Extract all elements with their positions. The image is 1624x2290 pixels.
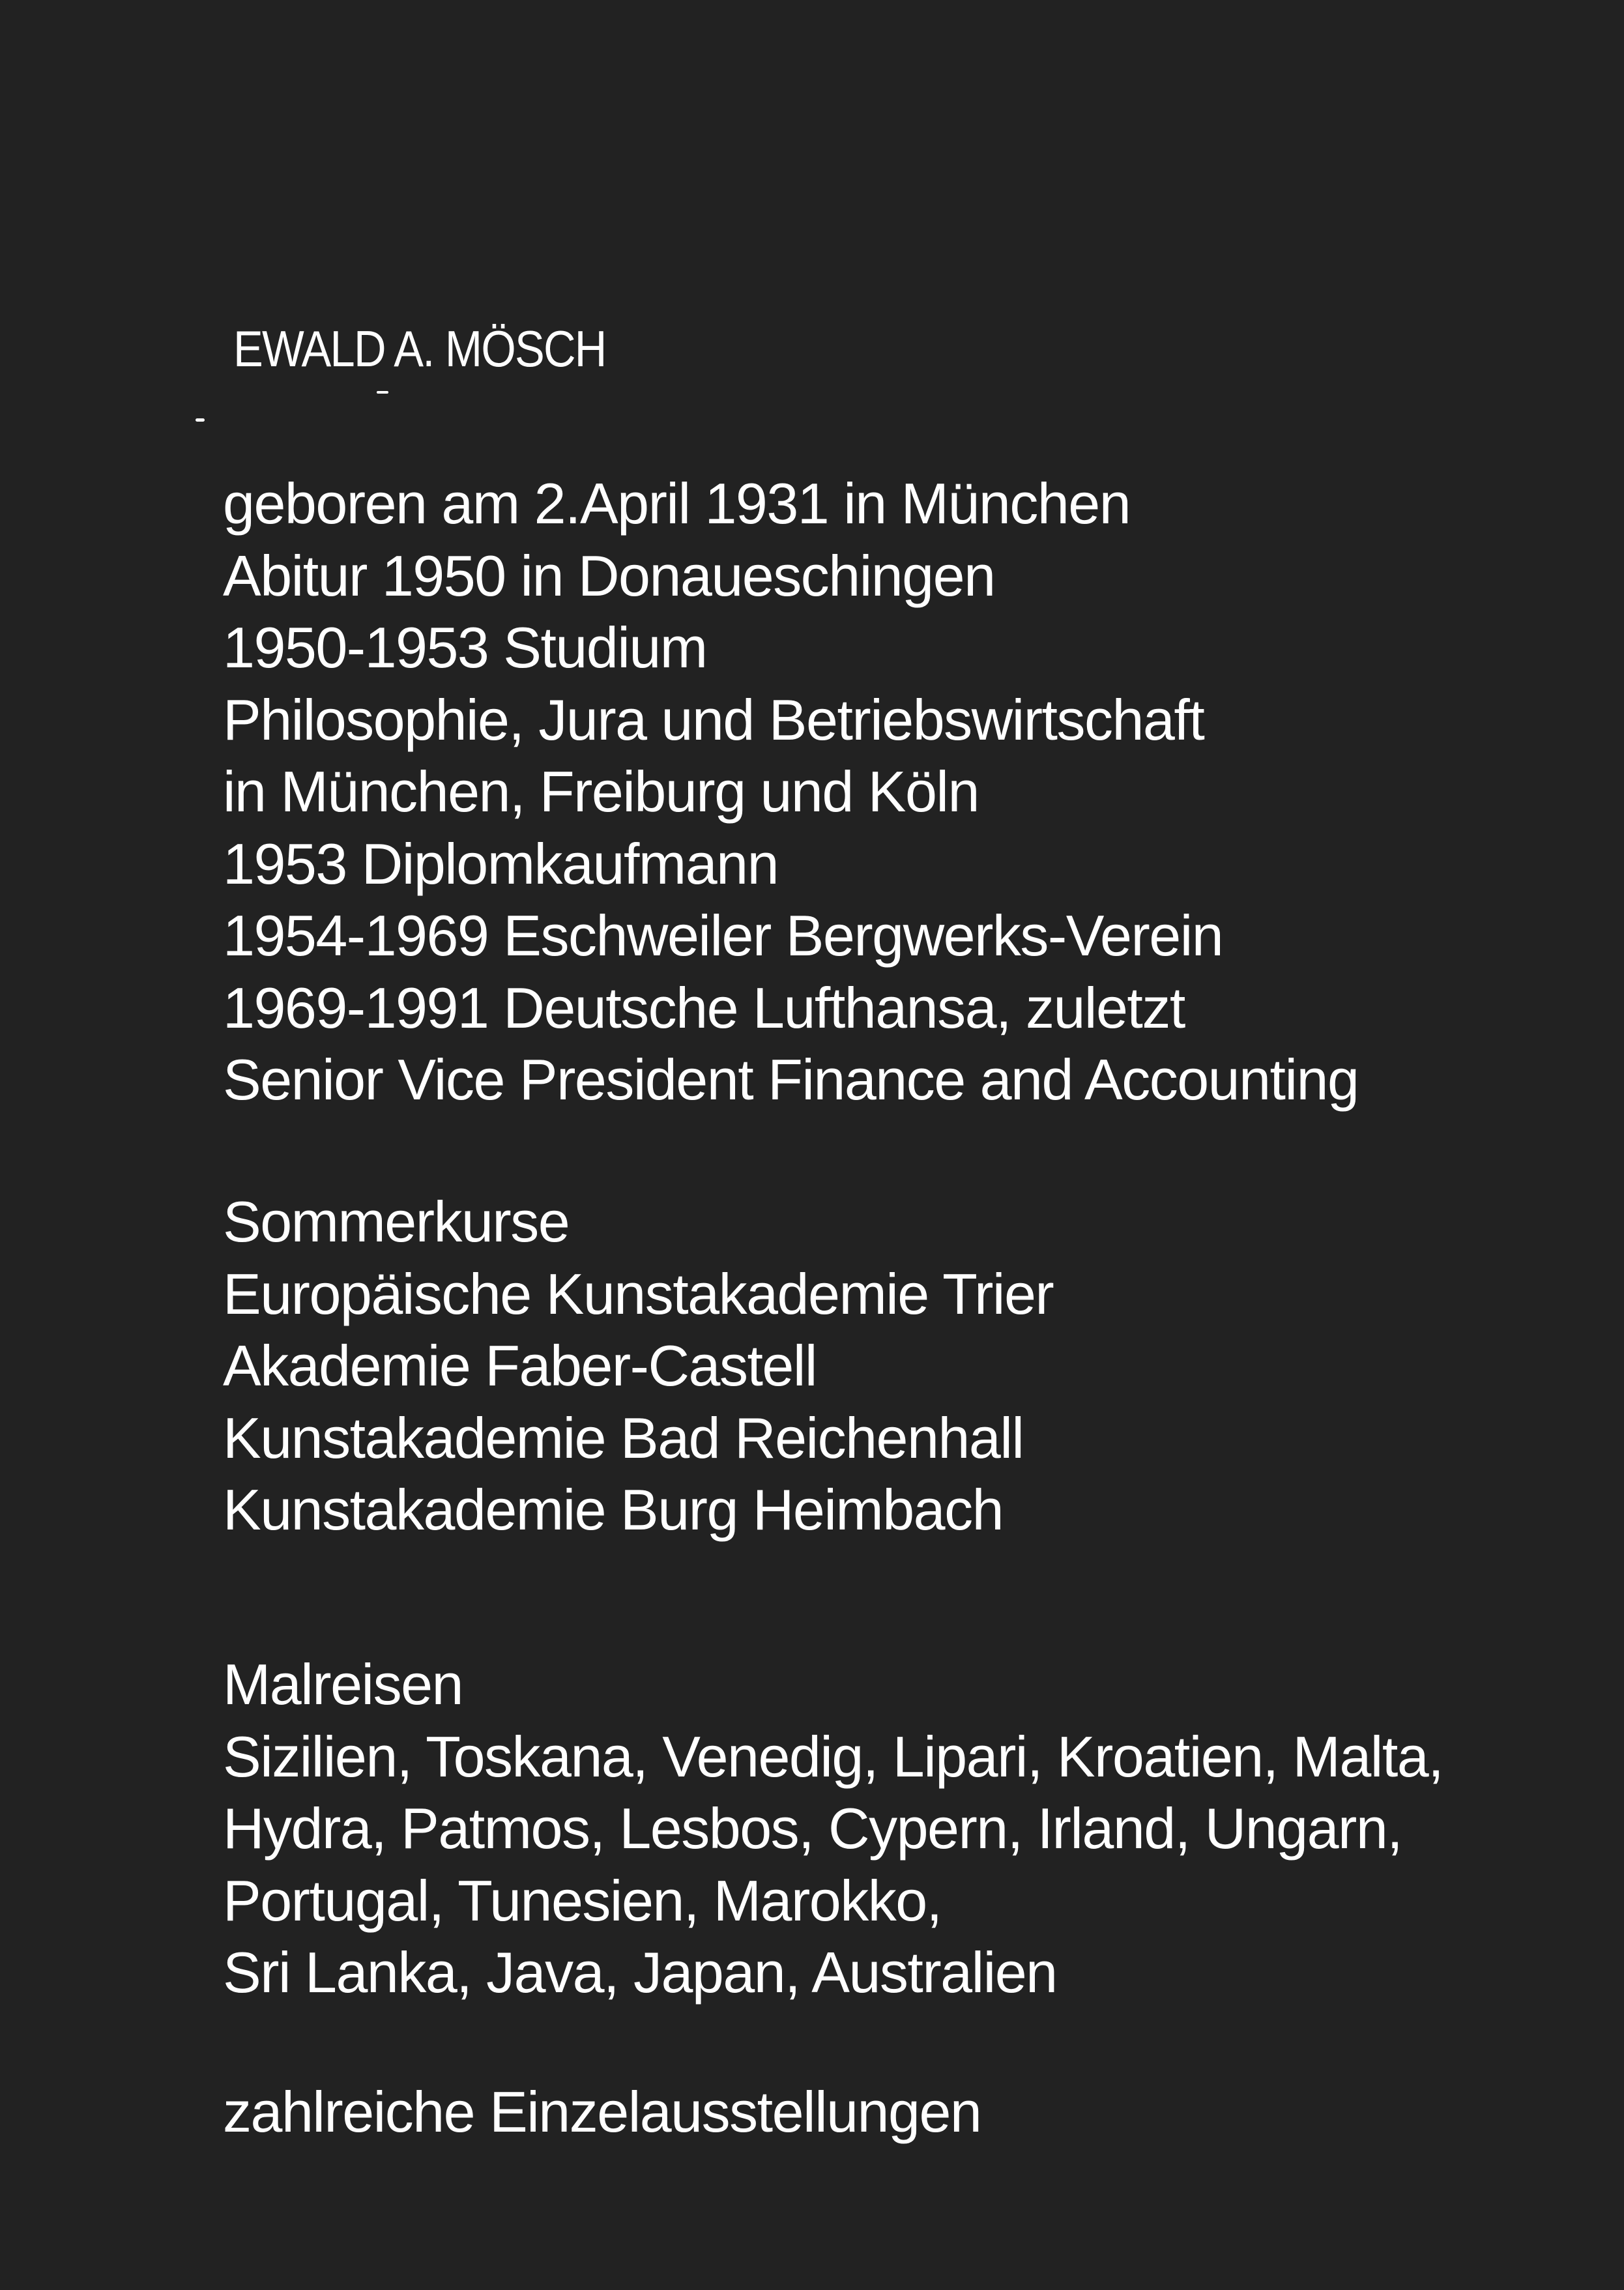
- biography-line: Senior Vice President Finance and Accounting: [223, 1047, 1359, 1112]
- biography-line: geboren am 2.April 1931 in München: [223, 471, 1131, 536]
- biography-line: 1954-1969 Eschweiler Bergwerks-Verein: [223, 903, 1223, 968]
- biography-line: 1953 Diplomkaufmann: [223, 831, 779, 896]
- biography-section: [223, 468, 1358, 1116]
- biography-line: 1969-1991 Deutsche Lufthansa, zuletzt: [223, 975, 1185, 1040]
- biography-line: 1950-1953 Studium: [223, 615, 707, 680]
- biography-line: Philosophie, Jura und Betriebswirtschaft: [223, 687, 1204, 752]
- section-heading: Malreisen: [223, 1652, 463, 1717]
- section-heading: Sommerkurse: [223, 1189, 570, 1254]
- exhibitions-line: zahlreiche Einzelausstellungen: [223, 2080, 981, 2144]
- summer-courses-section: [223, 1186, 1053, 1546]
- scan-mark: [377, 391, 388, 394]
- trip-line: Hydra, Patmos, Lesbos, Cypern, Irland, Ungarn,: [223, 1796, 1402, 1861]
- trip-line: Portugal, Tunesien, Marokko,: [223, 1868, 942, 1933]
- trip-line: Sizilien, Toskana, Venedig, Lipari, Kroatien, Malta,: [223, 1724, 1443, 1789]
- exhibitions-section: [223, 2076, 981, 2149]
- course-line: Europäische Kunstakademie Trier: [223, 1261, 1054, 1326]
- scan-mark: [196, 418, 205, 422]
- page-title: EWALD A. MÖSCH: [233, 320, 606, 377]
- biography-line: Abitur 1950 in Donaueschingen: [223, 543, 995, 608]
- course-line: Akademie Faber-Castell: [223, 1333, 817, 1398]
- course-line: Kunstakademie Bad Reichenhall: [223, 1405, 1024, 1470]
- biography-line: in München, Freiburg und Köln: [223, 759, 979, 824]
- painting-trips-section: [223, 1649, 1443, 2009]
- course-line: Kunstakademie Burg Heimbach: [223, 1477, 1004, 1542]
- trip-line: Sri Lanka, Java, Japan, Australien: [223, 1940, 1057, 2005]
